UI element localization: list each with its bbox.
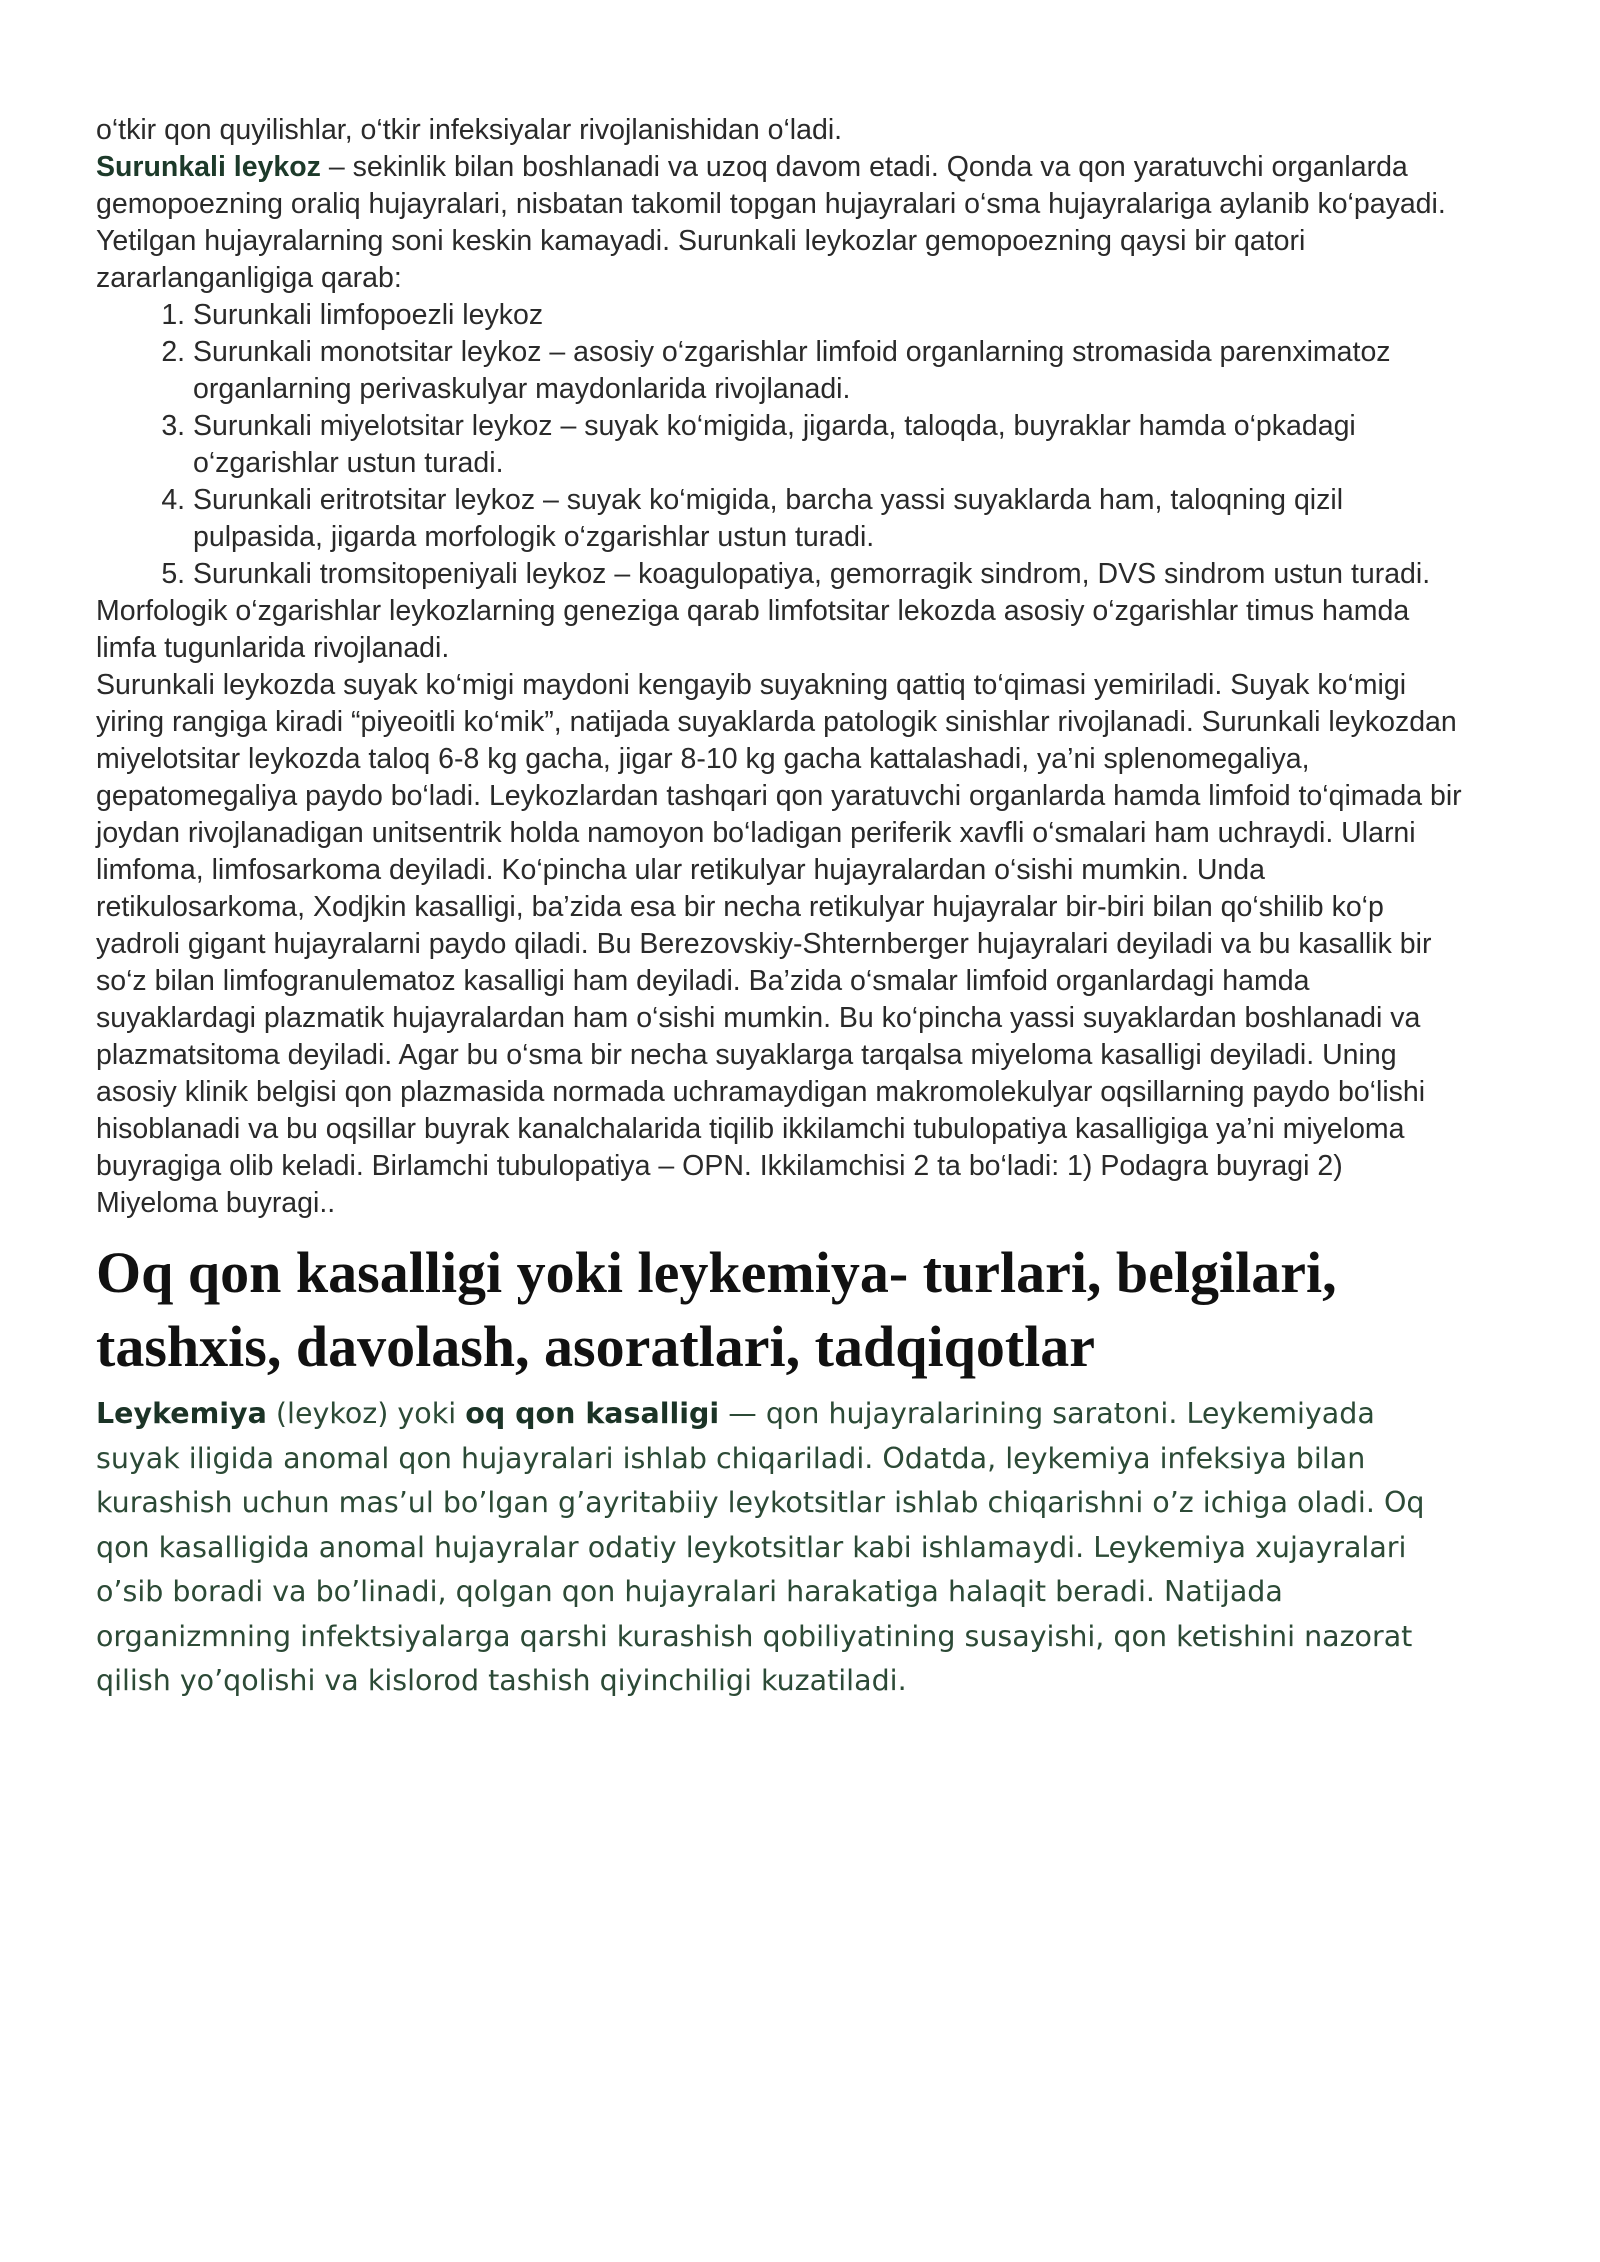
list-item: 4. Surunkali eritrotsitar leykoz – suyak ko‘migida, barcha yassi suyaklarda ham, taloqning qizil pulpasida, jigarda morfologik o‘zgarishlar ustun turadi. [193,482,1466,556]
chronic-leukosis-text: – sekinlik bilan boshlanadi va uzoq davom etadi. Qonda va qon yaratuvchi organlarda gemopoezning oraliq hujayralari, nisbatan takomil topgan hujayralari o‘sma hujayralariga aylanib ko‘payadi. Yetilgan hujayralarning soni keskin kamayadi. Surunkali leykozlar gemopoezning qaysi bir qatori zararlanganligiga qarab: [96,151,1446,294]
main-paragraph: Surunkali leykozda suyak ko‘migi maydoni kengayib suyakning qattiq to‘qimasi yemiriladi. Suyak ko‘migi yiring rangiga kiradi “piyeoitli ko‘mik”, natijada suyaklarda patologik sinishlar rivojlanadi. Surunkali leykozdan miyelotsitar leykozda taloq 6-8 kg gacha, jigar 8-10 kg gacha kattalashadi, ya’ni splenomegaliya, gepatomegaliya paydo bo‘ladi. Leykozlardan tashqari qon yaratuvchi organlarda hamda limfoid to‘qimada bir joydan rivojlanadigan unitsentrik holda namoyon bo‘ladigan periferik xavfli o‘smalari ham uchraydi. Ularni limfoma, limfosarkoma deyiladi. Ko‘pincha ular retikulyar hujayralardan o‘sishi mumkin. Unda retikulosarkoma, Xodjkin kasalligi, ba’zida esa bir necha retikulyar hujayralar bir-biri bilan qo‘shilib ko‘p yadroli gigant hujayralarni paydo qiladi. Bu Berezovskiy-Shternberger hujayralari deyiladi va bu kasallik bir so‘z bilan limfogranulematoz kasalligi ham deyiladi. Ba’zida o‘smalar limfoid organlardagi hamda suyaklardagi plazmatik hujayralardan ham o‘sishi mumkin. Bu ko‘pincha yassi suyaklardan boshlanadi va plazmatsitoma deyiladi. Agar bu o‘sma bir necha suyaklarga tarqalsa miyeloma kasalligi deyiladi. Uning asosiy klinik belgisi qon plazmasida normada uchramaydigan makromolekulyar oqsillarning paydo bo‘lishi hisoblanadi va bu oqsillar buyrak kanalchalarida tiqilib ikkilamchi tubulopatiya kasalligiga ya’ni miyeloma buyragiga olib keladi. Birlamchi tubulopatiya – OPN. Ikkilamchisi 2 ta bo‘ladi: 1) Podagra buyragi 2) Miyeloma buyragi.. [96,669,1462,1219]
intro-paragraph [96,112,1466,297]
list-item: 3. Surunkali miyelotsitar leykoz – suyak ko‘migida, jigarda, taloqda, buyraklar hamda o‘pkadagi o‘zgarishlar ustun turadi. [193,408,1466,482]
leukemia-text-1: (leykoz) yoki [266,1397,466,1430]
leukosis-type-list [96,297,1466,593]
list-item: 5. Surunkali tromsitopeniyali leykoz – koagulopatiya, gemorragik sindrom, DVS sindrom ustun turadi. [193,556,1466,593]
document-page [96,112,1466,1704]
leukemia-paragraph [96,1392,1466,1704]
leukemia-term: Leykemiya [96,1397,267,1430]
section-heading: Oq qon kasalligi yoki leykemiya- turlari, belgilari, tashxis, davolash, asoratlari, tadqiqotlar [96,1240,1337,1379]
list-item: 2. Surunkali monotsitar leykoz – asosiy o‘zgarishlar limfoid organlarning stromasida parenximatoz organlarning perivaskulyar maydonlarida rivojlanadi. [193,334,1466,408]
leukemia-text-2: — qon hujayralarining saratoni. Leykemiyada suyak iligida anomal qon hujayralari ishlab chiqariladi. Odatda, leykemiya infeksiya bilan kurashish uchun mas’ul bo’lgan g’ayritabiiy leykotsitlar ishlab chiqarishni o’z ichiga oladi. Oq qon kasalligida anomal hujayralar odatiy leykotsitlar kabi ishlamaydi. Leykemiya xujayralari o’sib boradi va bo’linadi, qolgan qon hujayralari harakatiga halaqit beradi. Natijada organizmning infektsiyalarga qarshi kurashish qobiliyatining susayishi, qon ketishini nazorat qilish yo’qolishi va kislorod tashish qiyinchiligi kuzatiladi. [96,1397,1425,1697]
list-item: 1. Surunkali limfopoezli leykoz [193,297,1466,334]
morphology-paragraph: Morfologik o‘zgarishlar leykozlarning geneziga qarab limfotsitar lekozda asosiy o‘zgarishlar timus hamda limfa tugunlarida rivojlanadi. [96,595,1410,664]
intro-line: o‘tkir qon quyilishlar, o‘tkir infeksiyalar rivojlanishidan o‘ladi. [96,114,843,146]
white-blood-disease-term: oq qon kasalligi [465,1397,720,1430]
chronic-leukosis-term: Surunkali leykoz [96,151,321,183]
